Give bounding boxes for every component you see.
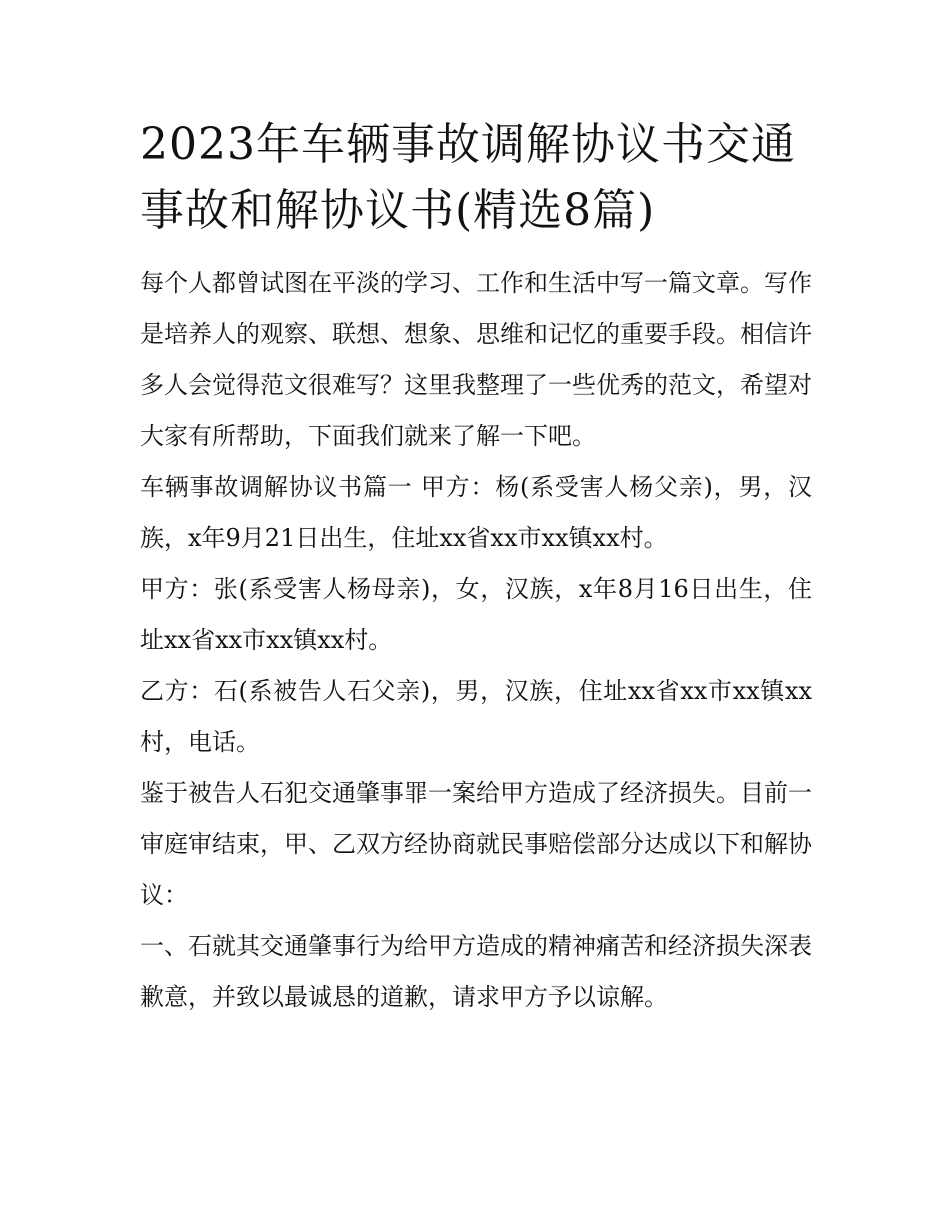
paragraph-party-b: 乙方：石(系被告人石父亲)，男，汉族，住址xx省xx市xx镇xx村，电话。: [140, 677, 812, 756]
paragraph-intro: 每个人都曾试图在平淡的学习、工作和生活中写一篇文章。写作是培养人的观察、联想、想象、思维和记忆的重要手段。相信许多人会觉得范文很难写？这里我整理了一些优秀的范文，希望对大家有所帮助，下面我们就来了解一下吧。: [140, 269, 812, 450]
paragraph-clause-one: 一、石就其交通肇事行为给甲方造成的精神痛苦和经济损失深表歉意，并致以最诚恳的道歉，请求甲方予以谅解。: [140, 932, 812, 1011]
document-title: 2023年车辆事故调解协议书交通事故和解协议书(精选8篇): [140, 119, 796, 236]
paragraph-party-a-mother: 甲方：张(系受害人杨母亲)，女，汉族，x年8月16日出生，住址xx省xx市xx镇xx村。: [140, 575, 812, 654]
paragraph-agreement-preamble: 鉴于被告人石犯交通肇事罪一案给甲方造成了经济损失。目前一审庭审结束，甲、乙双方经协商就民事赔偿部分达成以下和解协议：: [140, 779, 812, 909]
paragraph-party-a-father: 车辆事故调解协议书篇一 甲方：杨(系受害人杨父亲)，男，汉族，x年9月21日出生，住址xx省xx市xx镇xx村。: [140, 473, 812, 552]
document-body: [140, 258, 812, 1023]
document-page: [140, 112, 812, 1023]
